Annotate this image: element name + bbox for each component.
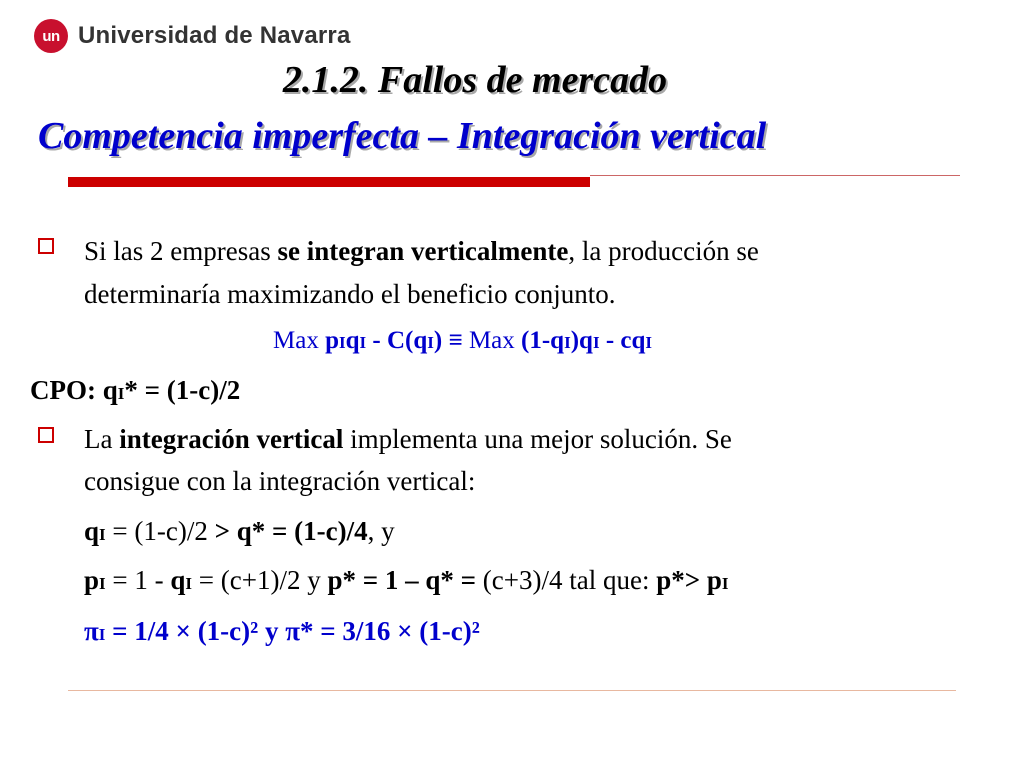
symbol: (1-q	[521, 327, 565, 354]
subscript: I	[645, 333, 653, 352]
logo-badge: un	[34, 19, 68, 53]
symbol: p	[84, 565, 100, 595]
text: * = (1-c)/2	[124, 375, 241, 405]
text: 1 -	[134, 565, 171, 595]
symbol: p	[325, 327, 339, 354]
subscript: I	[338, 333, 346, 352]
institution-name: Universidad de Navarra	[78, 22, 351, 49]
symbol: π	[84, 616, 99, 646]
text: La	[84, 424, 120, 454]
symbol: ) ≡	[433, 327, 469, 354]
bullet1-line1	[84, 238, 759, 265]
text: (1-c)/2	[134, 516, 208, 546]
symbol: - cq	[599, 327, 646, 354]
formula-max	[273, 328, 652, 353]
bullet-square-icon	[38, 238, 54, 254]
subscript: I	[427, 333, 434, 352]
bullet1-line2: determinaría maximizando el beneficio conjunto.	[84, 279, 616, 309]
subscript: I	[564, 333, 571, 352]
symbol: q	[84, 516, 100, 546]
emphasis: – q* =	[398, 565, 483, 595]
text: implementa una mejor solución. Se	[343, 424, 732, 454]
emphasis: integración vertical	[119, 424, 344, 454]
text: =	[105, 565, 135, 595]
footer-rule	[68, 690, 956, 691]
emphasis: p* = 1	[327, 565, 399, 595]
subscript: I	[98, 625, 106, 644]
equation-1	[84, 518, 395, 545]
text: CPO: q	[30, 375, 118, 405]
text: =	[105, 516, 135, 546]
emphasis: se integran verticalmente	[277, 236, 569, 266]
text: , y	[367, 516, 395, 546]
slide-subtitle: Competencia imperfecta – Integración vertical	[38, 115, 767, 157]
title-underline-red	[68, 177, 590, 187]
bullet-square-icon	[38, 427, 54, 443]
text: Max	[273, 327, 326, 354]
symbol: q	[345, 327, 360, 354]
text: (c+1)/2 y	[220, 565, 328, 595]
subscript: I	[185, 574, 193, 593]
text: =	[192, 565, 221, 595]
text: Si las 2 empresas	[84, 236, 278, 266]
text: , la producción se	[568, 236, 759, 266]
university-logo	[34, 18, 351, 54]
text: Max	[468, 327, 522, 354]
cpo-line	[30, 377, 240, 404]
symbol: - C(q	[366, 327, 428, 354]
symbol: q	[170, 565, 186, 595]
subscript: I	[99, 525, 106, 544]
subscript: I	[117, 384, 125, 403]
subscript: I	[721, 574, 729, 593]
equation-3	[84, 618, 480, 645]
subscript: I	[359, 333, 367, 352]
subscript: I	[592, 333, 600, 352]
slide-title: 2.1.2. Fallos de mercado	[282, 59, 668, 101]
bullet2-line1	[84, 426, 732, 453]
equation-2	[84, 567, 729, 594]
bullet2-line2: consigue con la integración vertical:	[84, 466, 476, 496]
subscript: I	[99, 574, 106, 593]
text: = 1/4 × (1-c)² y π* = 3/16 × (1-c)²	[105, 616, 480, 646]
text: (c+3)/4 tal que:	[482, 565, 657, 595]
emphasis: > q* = (1-c)/4	[207, 516, 368, 546]
emphasis: p*> p	[656, 565, 722, 595]
title-underline-thin	[590, 175, 960, 176]
symbol: )q	[570, 327, 593, 354]
